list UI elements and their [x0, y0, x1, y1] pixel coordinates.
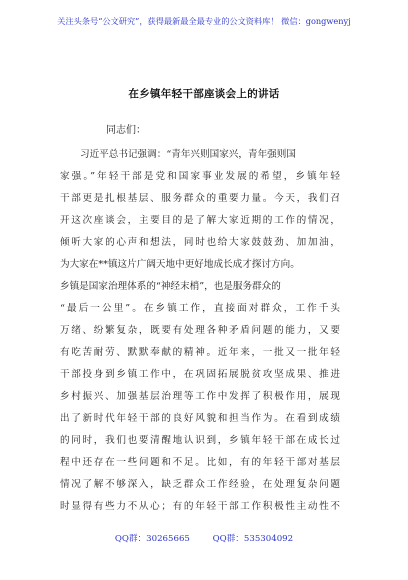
- body-line: 情况了解不够深入，缺乏群众工作经验，在处理复杂问题: [60, 479, 340, 490]
- footer-qq-groups: [0, 532, 408, 544]
- body-line: 干部投身到乡镇工作中，在巩固拓展脱贫攻坚成果、推进: [60, 369, 340, 380]
- salutation: 同志们：: [106, 125, 146, 136]
- body-line: 家强。”年轻干部是党和国家事业发展的希望，乡镇年轻: [60, 171, 340, 182]
- qq-group-2: QQ群：535304092: [212, 534, 294, 544]
- body-line: 开这次座谈会，主要目的是了解大家近期的工作的情况，: [60, 215, 340, 226]
- body-line: 倾听大家的心声和想法，同时也给大家鼓鼓劲、加加油，: [60, 237, 340, 248]
- body-line: 乡村振兴、加强基层治理等工作中发挥了积极作用，展现: [60, 391, 340, 402]
- body-line: 习近平总书记强调：“青年兴则国家兴，青年强则国: [80, 149, 296, 160]
- body-line: 出了新时代年轻干部的良好风貌和担当作为。在看到成绩: [60, 413, 340, 424]
- body-line: 干部更是扎根基层、服务群众的重要力量。今天，我们召: [60, 193, 340, 204]
- body-line: 为大家在**镇这片广阔天地中更好地成长成才探讨方向。: [60, 259, 300, 270]
- body-line: 万绪、纷繁复杂，既要有处理各种矛盾问题的能力，又要: [60, 325, 340, 336]
- document-title: 在乡镇年轻干部座谈会上的讲话: [128, 88, 280, 100]
- body-line: 时显得有些力不从心；有的年轻干部工作积极性主动性不: [60, 501, 340, 512]
- body-line: “最后一公里”。在乡镇工作，直接面对群众，工作千头: [60, 303, 340, 314]
- body-line: 的同时，我们也要清醒地认识到，乡镇年轻干部在成长过: [60, 435, 340, 446]
- qq-group-1: QQ群：30265665: [114, 534, 190, 544]
- body-line: 乡镇是国家治理体系的“神经末梢”，也是服务群众的: [60, 281, 281, 292]
- header-banner: 关注头条号“公文研究”，获得最新最全最专业的公文资料库！ 微信：gongwenyj: [57, 16, 351, 26]
- body-line: 程中还存在一些问题和不足。比如，有的年轻干部对基层: [60, 457, 340, 468]
- body-line: 有吃苦耐劳、默默奉献的精神。近年来，一批又一批年轻: [60, 347, 340, 358]
